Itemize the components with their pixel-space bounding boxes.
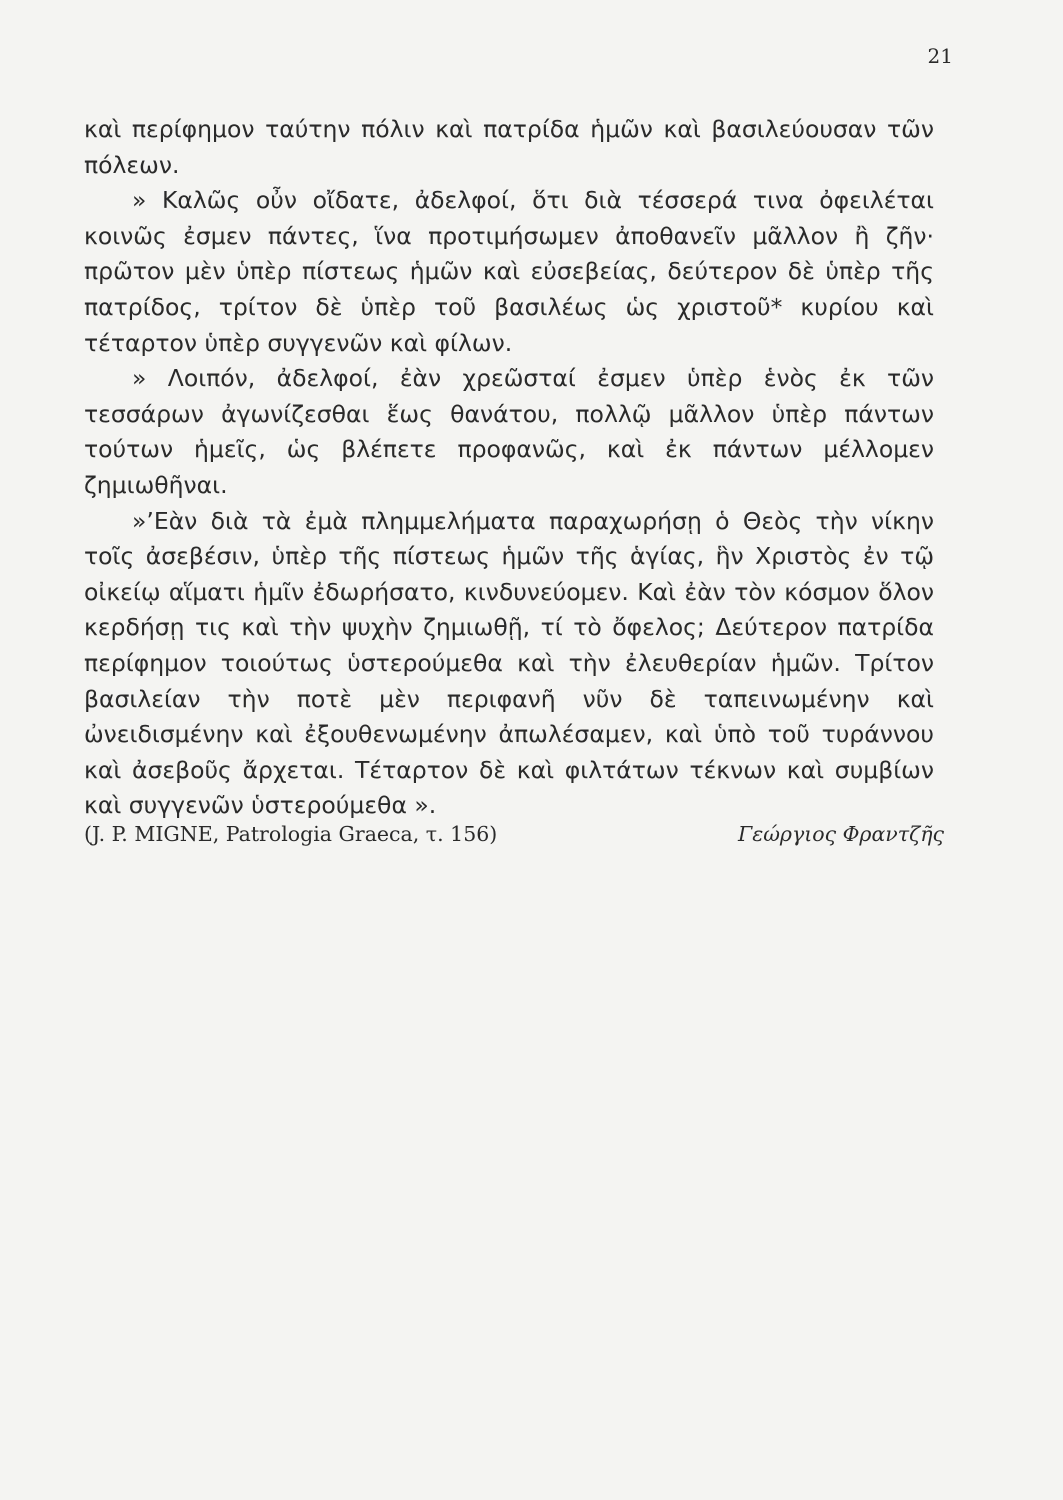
paragraph: »’Εὰν διὰ τὰ ἐμὰ πλημμελήματα παραχωρήσῃ ὁ Θεὸς τὴν νίκην τοῖς ἀσεβέσιν, ὑπὲρ τῆς πίστεως ἡμῶν τῆς ἁγίας, ἣν Χριστὸς ἐν τῷ οἰκείῳ αἵματι ἡμῖν ἐδωρήσατο, κινδυνεύομεν. Καὶ ἐὰν τὸν κόσμον ὅλον κερδήσῃ τις καὶ τὴν ψυχὴν ζημιωθῇ, τί τὸ ὄφελος; Δεύτερον πατρίδα περίφημον τοιούτως ὑστερούμεθα καὶ τὴν ἐλευθερίαν ἡμῶν. Τρίτον βασιλείαν τὴν ποτὲ μὲν περιφανῆ νῦν δὲ ταπεινωμένην καὶ ὠνειδισμένην καὶ ἐξουθενωμένην ἀπωλέσαμεν, καὶ ὑπὸ τοῦ τυράννου καὶ ἀσεβοῦς ἄρχεται. Τέταρτον δὲ καὶ φιλτάτων τέκνων καὶ συμβίων καὶ συγγενῶν ὑστερούμεθα ».: [84, 506, 934, 820]
source-citation: (J. P. MIGNE, Patrologia Graeca, τ. 156): [84, 822, 498, 846]
paragraph: » Καλῶς οὖν οἴδατε, ἀδελφοί, ὅτι διὰ τέσσερά τινα ὀφειλέται κοινῶς ἐσμεν πάντες, ἵνα προτιμήσωμεν ἀποθανεῖν μᾶλλον ἢ ζῆν· πρῶτον μὲν ὑπὲρ πίστεως ἡμῶν καὶ εὐσεβείας, δεύτερον δὲ ὑπὲρ τῆς πατρίδος, τρίτον δὲ ὑπὲρ τοῦ βασιλέως ὡς χριστοῦ* κυρίου καὶ τέταρτον ὑπὲρ συγγενῶν καὶ φίλων.: [84, 186, 934, 357]
page-number: 21: [927, 44, 953, 68]
paragraph: » Λοιπόν, ἀδελφοί, ἐὰν χρεῶσταί ἐσμεν ὑπὲρ ἑνὸς ἐκ τῶν τεσσάρων ἀγωνίζεσθαι ἕως θανάτου, πολλῷ μᾶλλον ὑπὲρ πάντων τούτων ἡμεῖς, ὡς βλέπετε προφανῶς, καὶ ἐκ πάντων μέλλομεν ζημιωθῆναι.: [84, 364, 934, 499]
paragraph: καὶ περίφημον ταύτην πόλιν καὶ πατρίδα ἡμῶν καὶ βασιλεύουσαν τῶν πόλεων.: [84, 115, 934, 179]
body-text: [84, 112, 934, 824]
source-author: Γεώργιος Φραντζῆς: [737, 822, 944, 846]
